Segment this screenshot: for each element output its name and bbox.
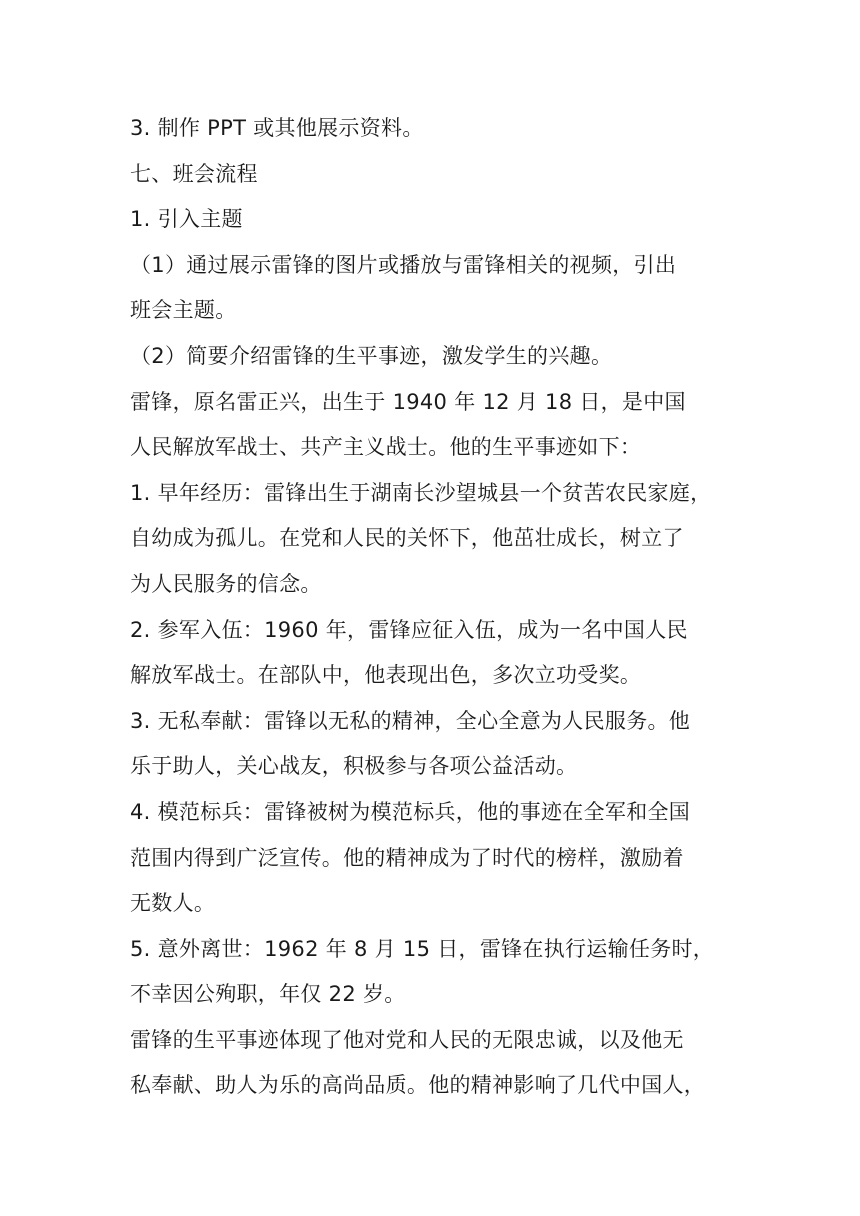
text-line: 雷锋，原名雷正兴，出生于 1940 年 12 月 18 日，是中国 [130,389,686,414]
text-line: 雷锋的生平事迹体现了他对党和人民的无限忠诚，以及他无 [130,1027,684,1052]
document-body [130,106,740,1109]
text-line: 私奉献、助人为乐的高尚品质。他的精神影响了几代中国人， [130,1073,706,1098]
text-line: 班会主题。 [130,298,237,323]
text-line: 2. 参军入伍：1960 年，雷锋应征入伍，成为一名中国人民 [130,617,688,642]
text-line: 不幸因公殉职，年仅 22 岁。 [130,982,406,1007]
text-line: 范围内得到广泛宣传。他的精神成为了时代的榜样，激励着 [130,845,684,870]
text-line: 自幼成为孤儿。在党和人民的关怀下，他茁壮成长，树立了 [130,526,684,551]
sub-heading: 1. 引入主题 [130,207,243,232]
text-line: 4. 模范标兵：雷锋被树为模范标兵，他的事迹在全军和全国 [130,799,691,824]
text-line: 无数人。 [130,891,216,916]
text-line: （1）通过展示雷锋的图片或播放与雷锋相关的视频，引出 [130,252,677,277]
text-line: 解放军战士。在部队中，他表现出色，多次立功受奖。 [130,663,642,688]
text-line: 3. 无私奉献：雷锋以无私的精神，全心全意为人民服务。他 [130,708,691,733]
text-line: （2）简要介绍雷锋的生平事迹，激发学生的兴趣。 [130,343,613,368]
text-line: 3. 制作 PPT 或其他展示资料。 [130,116,424,140]
section-heading: 七、班会流程 [130,161,258,186]
text-line: 为人民服务的信念。 [130,571,322,596]
text-line: 1. 早年经历：雷锋出生于湖南长沙望城县一个贫苦农民家庭， [130,480,712,505]
text-line: 5. 意外离世：1962 年 8 月 15 日，雷锋在执行运输任务时， [130,936,715,961]
text-line: 人民解放军战士、共产主义战士。他的生平事迹如下： [130,435,642,460]
text-line: 乐于助人，关心战友，积极参与各项公益活动。 [130,754,578,779]
